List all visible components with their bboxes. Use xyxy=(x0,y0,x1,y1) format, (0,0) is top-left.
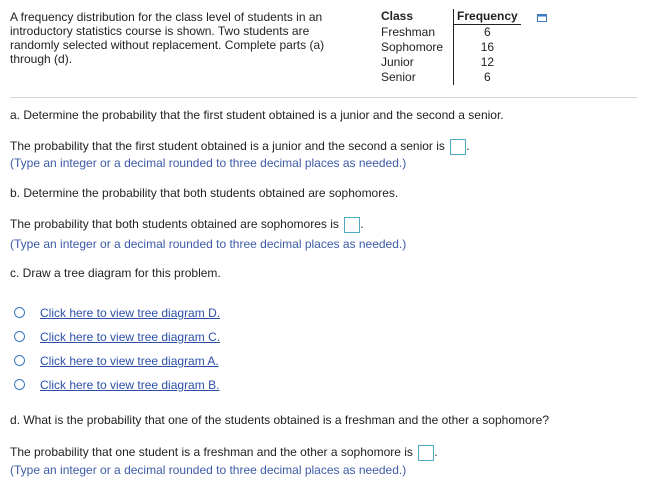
part-a-answer-input[interactable] xyxy=(450,139,466,155)
table-row xyxy=(381,40,521,55)
part-b-hint: (Type an integer or a decimal rounded to three decimal places as needed.) xyxy=(10,237,407,251)
table-row xyxy=(381,25,521,41)
frequency-table xyxy=(381,9,521,85)
part-a-hint: (Type an integer or a decimal rounded to three decimal places as needed.) xyxy=(10,156,407,170)
part-b-question: b. Determine the probability that both students obtained are sophomores. xyxy=(10,186,399,200)
part-d-question: d. What is the probability that one of the students obtained is a freshman and the other a sophomore? xyxy=(10,413,550,427)
tree-diagram-option-b[interactable] xyxy=(14,378,219,392)
intro-line: through (d). xyxy=(10,52,73,66)
class-cell: Sophomore xyxy=(381,40,444,54)
intro-line: randomly selected without replacement. Complete parts (a) xyxy=(10,38,325,52)
intro-line: introductory statistics course is shown. Two students are xyxy=(10,24,310,38)
part-c-question: c. Draw a tree diagram for this problem. xyxy=(10,266,221,280)
part-d-prompt-text: The probability that one student is a freshman and the other a sophomore is xyxy=(10,445,413,459)
radio-button[interactable] xyxy=(14,355,25,366)
problem-statement xyxy=(10,10,370,66)
part-a-question: a. Determine the probability that the first student obtained is a junior and the second a senior. xyxy=(10,108,504,122)
period: . xyxy=(360,217,364,231)
frequency-cell: 6 xyxy=(454,25,521,41)
part-d-answer-input[interactable] xyxy=(418,445,434,461)
class-cell: Senior xyxy=(381,70,416,84)
table-row xyxy=(381,70,521,85)
section-divider xyxy=(10,97,637,98)
tree-diagram-link[interactable]: Click here to view tree diagram A. xyxy=(40,354,219,368)
frequency-cell: 6 xyxy=(454,70,521,85)
period: . xyxy=(434,445,438,459)
radio-button[interactable] xyxy=(14,379,25,390)
table-row xyxy=(381,55,521,70)
part-a-prompt xyxy=(10,139,470,155)
class-cell: Junior xyxy=(381,55,414,69)
intro-line: A frequency distribution for the class level of students in an xyxy=(10,10,323,24)
part-b-answer-input[interactable] xyxy=(344,217,360,233)
tree-diagram-option-a[interactable] xyxy=(14,354,219,368)
radio-button[interactable] xyxy=(14,331,25,342)
copy-icon[interactable] xyxy=(537,14,547,22)
part-a-prompt-text: The probability that the first student obtained is a junior and the second a senior is xyxy=(10,139,445,153)
tree-diagram-option-c[interactable] xyxy=(14,330,220,344)
part-b-prompt-text: The probability that both students obtained are sophomores is xyxy=(10,217,339,231)
radio-button[interactable] xyxy=(14,307,25,318)
part-b-prompt xyxy=(10,217,364,233)
header-frequency: Frequency xyxy=(454,9,521,25)
tree-diagram-link[interactable]: Click here to view tree diagram C. xyxy=(40,330,221,344)
class-cell: Freshman xyxy=(381,24,436,39)
frequency-cell: 16 xyxy=(454,40,521,55)
part-d-hint: (Type an integer or a decimal rounded to three decimal places as needed.) xyxy=(10,463,407,477)
header-class: Class xyxy=(381,9,414,24)
part-d-prompt xyxy=(10,445,438,461)
tree-diagram-option-d[interactable] xyxy=(14,306,220,320)
tree-diagram-link[interactable]: Click here to view tree diagram D. xyxy=(40,306,221,320)
tree-diagram-link[interactable]: Click here to view tree diagram B. xyxy=(40,378,220,392)
frequency-cell: 12 xyxy=(454,55,521,70)
period: . xyxy=(466,139,470,153)
